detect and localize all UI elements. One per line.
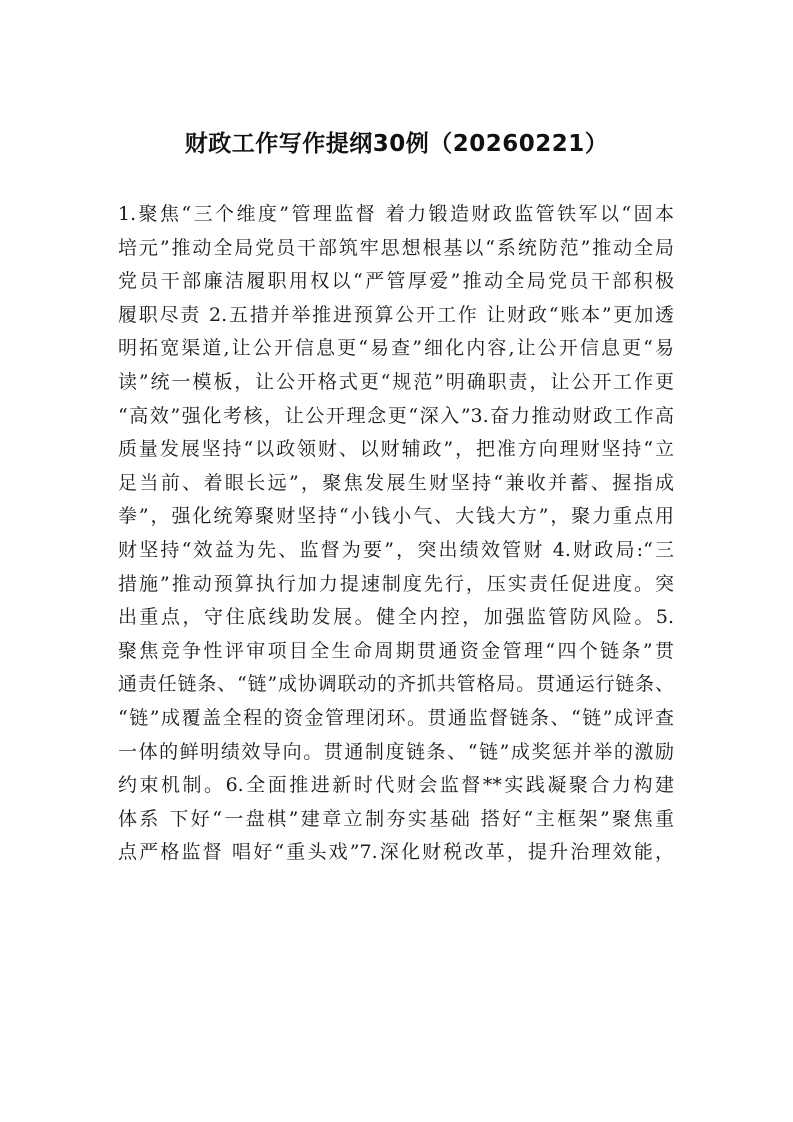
body-line: “高效”强化考核，让公开理念更“深入”3.奋力推动财政工作高: [118, 404, 674, 427]
body-line: 出重点，守住底线助发展。健全内控，加强监管防风险。5.: [118, 606, 674, 629]
body-line: 培元”推动全局党员干部筑牢思想根基以“系统防范”推动全局: [118, 236, 674, 259]
body-line: “链”成覆盖全程的资金管理闭环。贯通监督链条、“链”成评查: [118, 706, 674, 729]
body-line: 质量发展坚持“以政领财、以财辅政”，把准方向理财坚持“立: [118, 438, 674, 461]
body-line: 体系 下好“一盘棋”建章立制夯实基础 搭好“主框架”聚焦重: [118, 807, 674, 830]
body-line: 措施”推动预算执行加力提速制度先行，压实责任促进度。突: [118, 572, 674, 595]
document-body: [118, 198, 674, 870]
body-line: 约束机制。6.全面推进新时代财会监督**实践凝聚合力构建: [118, 774, 674, 797]
body-line: 明拓宽渠道,让公开信息更“易查”细化内容,让公开信息更“易: [118, 337, 674, 360]
body-line: 读”统一模板，让公开格式更“规范”明确职责，让公开工作更: [118, 370, 674, 393]
body-line: 点严格监督 唱好“重头戏”7.深化财税改革，提升治理效能，: [118, 841, 674, 864]
body-line: 足当前、着眼长远”，聚焦发展生财坚持“兼收并蓄、握指成: [118, 471, 674, 494]
body-line: 党员干部廉洁履职用权以“严管厚爱”推动全局党员干部积极: [118, 270, 674, 293]
document-title: 财政工作写作提纲30例（20260221）: [184, 131, 609, 157]
body-line: 履职尽责 2.五措并举推进预算公开工作 让财政“账本”更加透: [118, 303, 674, 326]
body-line: 拳”，强化统筹聚财坚持“小钱小气、大钱大方”，聚力重点用: [118, 505, 674, 528]
body-line: 通责任链条、“链”成协调联动的齐抓共管格局。贯通运行链条、: [118, 673, 674, 696]
body-line: 聚焦竞争性评审项目全生命周期贯通资金管理“四个链条”贯: [118, 639, 674, 662]
body-line: 财坚持“效益为先、监督为要”，突出绩效管财 4.财政局:“三: [118, 538, 674, 561]
body-line: 1.聚焦“三个维度”管理监督 着力锻造财政监管铁军以“固本: [118, 203, 674, 225]
body-line: 一体的鲜明绩效导向。贯通制度链条、“链”成奖惩并举的激励: [118, 740, 674, 763]
